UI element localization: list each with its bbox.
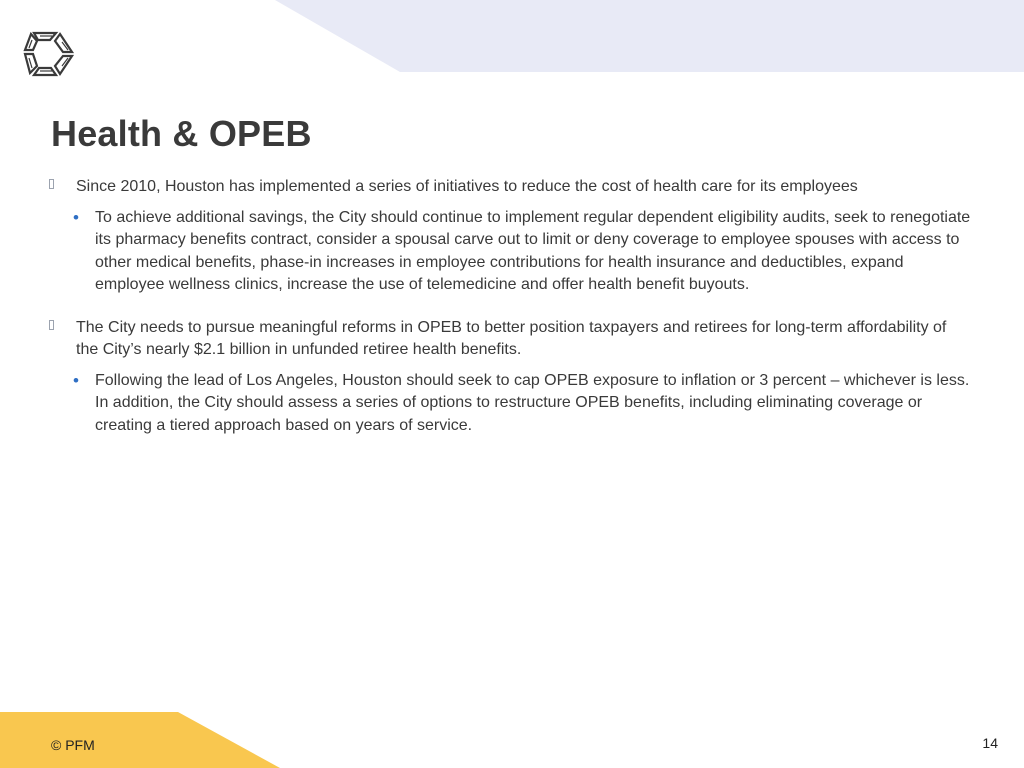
copyright-text: © PFM [51,737,95,753]
sub-bullet-dot-icon: • [73,207,79,227]
sub-bullet-item [48,370,973,438]
bullet-item [48,176,973,199]
pfm-logo-icon [22,28,76,78]
bullet-marker-icon [49,320,54,330]
sub-bullet-item [48,207,973,297]
footer-band [0,712,280,768]
sub-bullet-text: Following the lead of Los Angeles, Houston should seek to cap OPEB exposure to inflation or 3 percent – whichever is less. In addition, the City should assess a series of options to restructure OPEB benefits, including eliminating coverage or creating a tiered approach based on years of service. [95,371,970,434]
slide-title: Health & OPEB [51,113,312,154]
sub-bullet-dot-icon: • [73,370,79,390]
bullet-item [48,317,973,362]
slide-body [48,176,973,437]
page-number: 14 [982,735,998,751]
bullet-marker-icon [49,179,54,189]
sub-bullet-text: To achieve additional savings, the City should continue to implement regular dependent eligibility audits, seek to renegotiate its pharmacy benefits contract, consider a spousal carve out to limit or deny coverage to employee spouses with access to other medical benefits, phase-in increases in employee contributions for health insurance and deductibles, expand employee wellness clinics, increase the use of telemedicine and offer health benefit buyouts. [95,208,971,293]
bullet-text: The City needs to pursue meaningful reforms in OPEB to better position taxpayers and retirees for long-term affordability of the City’s nearly $2.1 billion in unfunded retiree health benefits. [76,318,947,358]
bullet-text: Since 2010, Houston has implemented a series of initiatives to reduce the cost of health care for its employees [76,178,858,195]
header-band [0,0,1024,72]
